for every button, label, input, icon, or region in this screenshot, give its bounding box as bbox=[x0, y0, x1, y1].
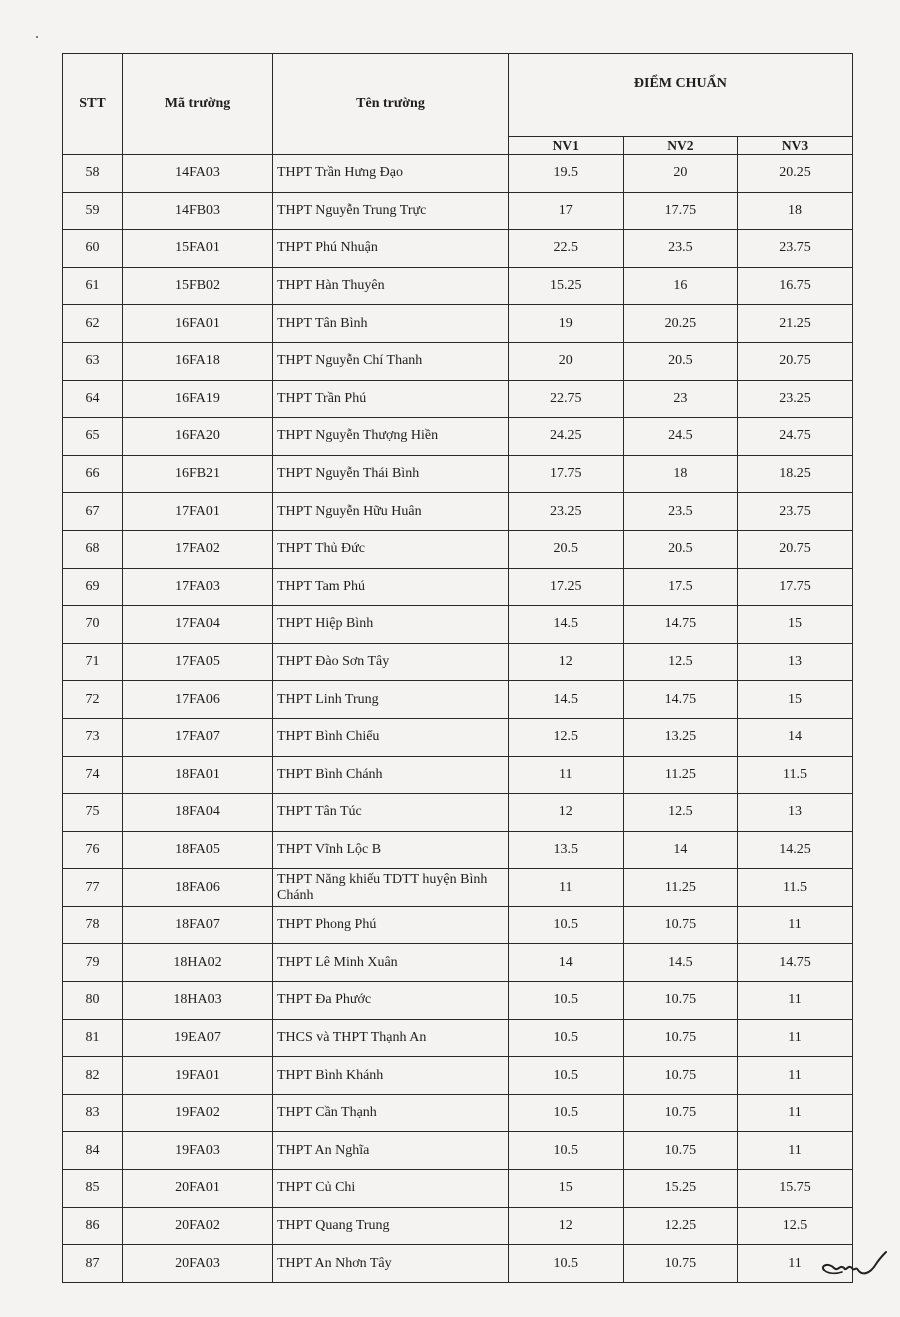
cell-school-code: 19FA01 bbox=[123, 1057, 273, 1095]
cell-stt: 61 bbox=[63, 267, 123, 305]
cell-nv1-score: 17.75 bbox=[509, 455, 624, 493]
table-row bbox=[63, 1057, 853, 1095]
cell-nv3-score: 23.75 bbox=[738, 230, 853, 268]
cell-nv2-score: 14.75 bbox=[623, 606, 738, 644]
cell-nv2-score: 13.25 bbox=[623, 718, 738, 756]
cell-nv1-score: 17.25 bbox=[509, 568, 624, 606]
table-row bbox=[63, 267, 853, 305]
cell-nv2-score: 24.5 bbox=[623, 418, 738, 456]
cell-nv2-score: 12.25 bbox=[623, 1207, 738, 1245]
cell-nv1-score: 14 bbox=[509, 944, 624, 982]
cell-school-code: 16FB21 bbox=[123, 455, 273, 493]
cell-stt: 75 bbox=[63, 794, 123, 832]
header-nv2: NV2 bbox=[623, 137, 738, 155]
cell-nv2-score: 12.5 bbox=[623, 794, 738, 832]
table-row bbox=[63, 718, 853, 756]
cell-school-code: 14FA03 bbox=[123, 155, 273, 193]
table-row bbox=[63, 1094, 853, 1132]
cell-nv1-score: 17 bbox=[509, 192, 624, 230]
table-row bbox=[63, 455, 853, 493]
cell-school-code: 17FA02 bbox=[123, 530, 273, 568]
cell-nv2-score: 14.5 bbox=[623, 944, 738, 982]
cell-school-name: THPT An Nghĩa bbox=[273, 1132, 509, 1170]
cell-nv1-score: 24.25 bbox=[509, 418, 624, 456]
cell-nv1-score: 23.25 bbox=[509, 493, 624, 531]
cell-nv1-score: 13.5 bbox=[509, 831, 624, 869]
cell-school-code: 18FA06 bbox=[123, 869, 273, 907]
table-row bbox=[63, 1207, 853, 1245]
cell-nv3-score: 14.75 bbox=[738, 944, 853, 982]
cell-nv2-score: 23.5 bbox=[623, 493, 738, 531]
table-row bbox=[63, 568, 853, 606]
table-row bbox=[63, 831, 853, 869]
cell-nv3-score: 11 bbox=[738, 1245, 853, 1283]
table-row bbox=[63, 493, 853, 531]
cell-stt: 63 bbox=[63, 342, 123, 380]
cell-nv2-score: 23 bbox=[623, 380, 738, 418]
cell-nv3-score: 11 bbox=[738, 906, 853, 944]
cell-nv3-score: 11 bbox=[738, 1094, 853, 1132]
cell-school-code: 20FA01 bbox=[123, 1170, 273, 1208]
cell-nv3-score: 18.25 bbox=[738, 455, 853, 493]
cell-nv3-score: 14.25 bbox=[738, 831, 853, 869]
cell-nv3-score: 20.75 bbox=[738, 530, 853, 568]
cell-nv3-score: 15.75 bbox=[738, 1170, 853, 1208]
cell-nv2-score: 17.5 bbox=[623, 568, 738, 606]
cell-stt: 59 bbox=[63, 192, 123, 230]
cell-school-name: THPT Trần Hưng Đạo bbox=[273, 155, 509, 193]
cell-school-name: THPT Cần Thạnh bbox=[273, 1094, 509, 1132]
cell-nv1-score: 12 bbox=[509, 1207, 624, 1245]
cell-nv2-score: 10.75 bbox=[623, 906, 738, 944]
table-row bbox=[63, 380, 853, 418]
table-row bbox=[63, 342, 853, 380]
cell-stt: 62 bbox=[63, 305, 123, 343]
cell-school-name: THPT Phong Phú bbox=[273, 906, 509, 944]
table-body bbox=[63, 155, 853, 1283]
cell-stt: 60 bbox=[63, 230, 123, 268]
header-row bbox=[63, 54, 853, 137]
cell-nv2-score: 12.5 bbox=[623, 643, 738, 681]
cell-stt: 82 bbox=[63, 1057, 123, 1095]
cell-stt: 73 bbox=[63, 718, 123, 756]
cell-school-name: THPT Hiệp Bình bbox=[273, 606, 509, 644]
cell-stt: 77 bbox=[63, 869, 123, 907]
cell-nv3-score: 11.5 bbox=[738, 869, 853, 907]
cell-nv3-score: 11 bbox=[738, 1019, 853, 1057]
cell-stt: 70 bbox=[63, 606, 123, 644]
cell-school-name: THPT Bình Khánh bbox=[273, 1057, 509, 1095]
header-nv1: NV1 bbox=[509, 137, 624, 155]
table-row bbox=[63, 756, 853, 794]
cell-school-code: 17FA01 bbox=[123, 493, 273, 531]
header-school-name: Tên trường bbox=[273, 54, 509, 155]
cell-nv2-score: 11.25 bbox=[623, 756, 738, 794]
cell-nv3-score: 13 bbox=[738, 794, 853, 832]
cell-school-name: THPT Năng khiếu TDTT huyện Bình Chánh bbox=[273, 869, 509, 907]
cell-nv1-score: 10.5 bbox=[509, 1019, 624, 1057]
cell-school-code: 17FA03 bbox=[123, 568, 273, 606]
cell-nv1-score: 22.5 bbox=[509, 230, 624, 268]
cell-school-code: 18HA02 bbox=[123, 944, 273, 982]
cell-school-code: 18FA05 bbox=[123, 831, 273, 869]
cell-nv2-score: 11.25 bbox=[623, 869, 738, 907]
cell-stt: 58 bbox=[63, 155, 123, 193]
cell-school-name: THPT Nguyễn Thái Bình bbox=[273, 455, 509, 493]
cell-nv1-score: 15 bbox=[509, 1170, 624, 1208]
cell-nv3-score: 12.5 bbox=[738, 1207, 853, 1245]
cell-school-code: 19FA02 bbox=[123, 1094, 273, 1132]
cell-school-code: 16FA01 bbox=[123, 305, 273, 343]
cell-school-code: 18FA07 bbox=[123, 906, 273, 944]
table-row bbox=[63, 1132, 853, 1170]
cell-school-name: THPT Trần Phú bbox=[273, 380, 509, 418]
cell-school-code: 19FA03 bbox=[123, 1132, 273, 1170]
cell-nv2-score: 20.5 bbox=[623, 530, 738, 568]
cell-nv2-score: 10.75 bbox=[623, 1057, 738, 1095]
header-stt: STT bbox=[63, 54, 123, 155]
cell-nv2-score: 14 bbox=[623, 831, 738, 869]
cell-nv1-score: 10.5 bbox=[509, 906, 624, 944]
cell-nv1-score: 12 bbox=[509, 643, 624, 681]
cell-school-code: 18FA01 bbox=[123, 756, 273, 794]
cell-school-name: THPT Củ Chi bbox=[273, 1170, 509, 1208]
table-row bbox=[63, 944, 853, 982]
header-school-code: Mã trường bbox=[123, 54, 273, 155]
cell-school-name: THPT Đào Sơn Tây bbox=[273, 643, 509, 681]
cell-stt: 81 bbox=[63, 1019, 123, 1057]
cell-stt: 72 bbox=[63, 681, 123, 719]
cell-nv3-score: 14 bbox=[738, 718, 853, 756]
cell-nv3-score: 24.75 bbox=[738, 418, 853, 456]
cell-nv3-score: 23.75 bbox=[738, 493, 853, 531]
cell-nv1-score: 10.5 bbox=[509, 1132, 624, 1170]
cell-school-name: THPT Tân Bình bbox=[273, 305, 509, 343]
table-row bbox=[63, 418, 853, 456]
cell-school-name: THPT Bình Chiểu bbox=[273, 718, 509, 756]
header-benchmark-score: ĐIỂM CHUẨN bbox=[509, 54, 853, 137]
cell-school-name: THPT Lê Minh Xuân bbox=[273, 944, 509, 982]
cell-nv1-score: 14.5 bbox=[509, 681, 624, 719]
cell-nv1-score: 11 bbox=[509, 869, 624, 907]
table-row bbox=[63, 794, 853, 832]
cell-nv3-score: 20.25 bbox=[738, 155, 853, 193]
cell-school-code: 17FA04 bbox=[123, 606, 273, 644]
cell-stt: 67 bbox=[63, 493, 123, 531]
cell-school-code: 16FA18 bbox=[123, 342, 273, 380]
cell-stt: 66 bbox=[63, 455, 123, 493]
cell-nv2-score: 16 bbox=[623, 267, 738, 305]
cell-school-code: 14FB03 bbox=[123, 192, 273, 230]
table-row bbox=[63, 681, 853, 719]
cell-nv1-score: 19 bbox=[509, 305, 624, 343]
cell-school-code: 16FA20 bbox=[123, 418, 273, 456]
cell-nv2-score: 10.75 bbox=[623, 1245, 738, 1283]
cell-nv1-score: 10.5 bbox=[509, 1245, 624, 1283]
cell-nv1-score: 10.5 bbox=[509, 1057, 624, 1095]
cell-nv1-score: 12 bbox=[509, 794, 624, 832]
cell-school-name: THPT Thủ Đức bbox=[273, 530, 509, 568]
cell-stt: 76 bbox=[63, 831, 123, 869]
table-row bbox=[63, 643, 853, 681]
scan-speck bbox=[36, 36, 38, 38]
cell-stt: 64 bbox=[63, 380, 123, 418]
cell-nv2-score: 15.25 bbox=[623, 1170, 738, 1208]
cell-school-code: 18FA04 bbox=[123, 794, 273, 832]
cell-school-name: THPT Bình Chánh bbox=[273, 756, 509, 794]
cell-school-name: THCS và THPT Thạnh An bbox=[273, 1019, 509, 1057]
cell-school-name: THPT Nguyễn Thượng Hiền bbox=[273, 418, 509, 456]
cell-nv3-score: 20.75 bbox=[738, 342, 853, 380]
cell-school-code: 18HA03 bbox=[123, 982, 273, 1020]
cell-stt: 83 bbox=[63, 1094, 123, 1132]
cell-school-name: THPT Tân Túc bbox=[273, 794, 509, 832]
cell-nv3-score: 18 bbox=[738, 192, 853, 230]
cell-stt: 68 bbox=[63, 530, 123, 568]
table-row bbox=[63, 305, 853, 343]
cell-nv1-score: 10.5 bbox=[509, 1094, 624, 1132]
cell-school-code: 15FB02 bbox=[123, 267, 273, 305]
cell-nv2-score: 17.75 bbox=[623, 192, 738, 230]
cell-nv3-score: 11 bbox=[738, 1057, 853, 1095]
cell-school-name: THPT Quang Trung bbox=[273, 1207, 509, 1245]
signature-icon bbox=[818, 1250, 888, 1284]
cell-stt: 69 bbox=[63, 568, 123, 606]
cell-nv3-score: 11 bbox=[738, 1132, 853, 1170]
cell-stt: 80 bbox=[63, 982, 123, 1020]
cell-school-name: THPT Linh Trung bbox=[273, 681, 509, 719]
cell-nv2-score: 10.75 bbox=[623, 1019, 738, 1057]
table-row bbox=[63, 1019, 853, 1057]
table-row bbox=[63, 1170, 853, 1208]
cell-nv1-score: 12.5 bbox=[509, 718, 624, 756]
cell-nv2-score: 20.25 bbox=[623, 305, 738, 343]
cell-stt: 79 bbox=[63, 944, 123, 982]
table-row bbox=[63, 530, 853, 568]
cell-school-code: 19EA07 bbox=[123, 1019, 273, 1057]
cell-nv1-score: 15.25 bbox=[509, 267, 624, 305]
cell-nv1-score: 20.5 bbox=[509, 530, 624, 568]
cell-nv3-score: 17.75 bbox=[738, 568, 853, 606]
cell-stt: 84 bbox=[63, 1132, 123, 1170]
table-row bbox=[63, 1245, 853, 1283]
cell-nv1-score: 10.5 bbox=[509, 982, 624, 1020]
table-row bbox=[63, 230, 853, 268]
cell-nv2-score: 23.5 bbox=[623, 230, 738, 268]
cell-school-name: THPT Nguyễn Chí Thanh bbox=[273, 342, 509, 380]
cell-school-code: 17FA06 bbox=[123, 681, 273, 719]
cell-nv2-score: 10.75 bbox=[623, 982, 738, 1020]
cell-nv2-score: 18 bbox=[623, 455, 738, 493]
table-row bbox=[63, 869, 853, 907]
cell-school-name: THPT Phú Nhuận bbox=[273, 230, 509, 268]
cell-school-name: THPT Nguyễn Hữu Huân bbox=[273, 493, 509, 531]
cell-nv2-score: 20.5 bbox=[623, 342, 738, 380]
cell-nv3-score: 21.25 bbox=[738, 305, 853, 343]
cell-school-code: 17FA05 bbox=[123, 643, 273, 681]
cell-stt: 78 bbox=[63, 906, 123, 944]
cell-nv1-score: 22.75 bbox=[509, 380, 624, 418]
cell-nv2-score: 10.75 bbox=[623, 1094, 738, 1132]
cell-nv2-score: 14.75 bbox=[623, 681, 738, 719]
header-nv3: NV3 bbox=[738, 137, 853, 155]
cell-nv1-score: 20 bbox=[509, 342, 624, 380]
cell-stt: 74 bbox=[63, 756, 123, 794]
cell-nv1-score: 14.5 bbox=[509, 606, 624, 644]
cell-nv3-score: 13 bbox=[738, 643, 853, 681]
cell-school-code: 15FA01 bbox=[123, 230, 273, 268]
cell-stt: 87 bbox=[63, 1245, 123, 1283]
table-row bbox=[63, 192, 853, 230]
cell-nv1-score: 19.5 bbox=[509, 155, 624, 193]
cell-nv3-score: 15 bbox=[738, 606, 853, 644]
cell-stt: 65 bbox=[63, 418, 123, 456]
cell-nv2-score: 10.75 bbox=[623, 1132, 738, 1170]
table-row bbox=[63, 606, 853, 644]
table-row bbox=[63, 906, 853, 944]
cell-nv1-score: 11 bbox=[509, 756, 624, 794]
cell-school-name: THPT Tam Phú bbox=[273, 568, 509, 606]
cell-stt: 86 bbox=[63, 1207, 123, 1245]
cell-school-code: 20FA02 bbox=[123, 1207, 273, 1245]
cell-school-name: THPT Hàn Thuyên bbox=[273, 267, 509, 305]
cell-nv3-score: 16.75 bbox=[738, 267, 853, 305]
table-row bbox=[63, 982, 853, 1020]
cell-school-name: THPT Nguyễn Trung Trực bbox=[273, 192, 509, 230]
cell-school-name: THPT An Nhơn Tây bbox=[273, 1245, 509, 1283]
cell-school-code: 17FA07 bbox=[123, 718, 273, 756]
cell-stt: 85 bbox=[63, 1170, 123, 1208]
cell-school-code: 16FA19 bbox=[123, 380, 273, 418]
cell-school-name: THPT Đa Phước bbox=[273, 982, 509, 1020]
cell-nv3-score: 11 bbox=[738, 982, 853, 1020]
cell-stt: 71 bbox=[63, 643, 123, 681]
cell-nv2-score: 20 bbox=[623, 155, 738, 193]
cell-nv3-score: 23.25 bbox=[738, 380, 853, 418]
cell-school-name: THPT Vĩnh Lộc B bbox=[273, 831, 509, 869]
admission-scores-table bbox=[62, 53, 853, 1283]
cell-nv3-score: 15 bbox=[738, 681, 853, 719]
cell-nv3-score: 11.5 bbox=[738, 756, 853, 794]
table-row bbox=[63, 155, 853, 193]
cell-school-code: 20FA03 bbox=[123, 1245, 273, 1283]
